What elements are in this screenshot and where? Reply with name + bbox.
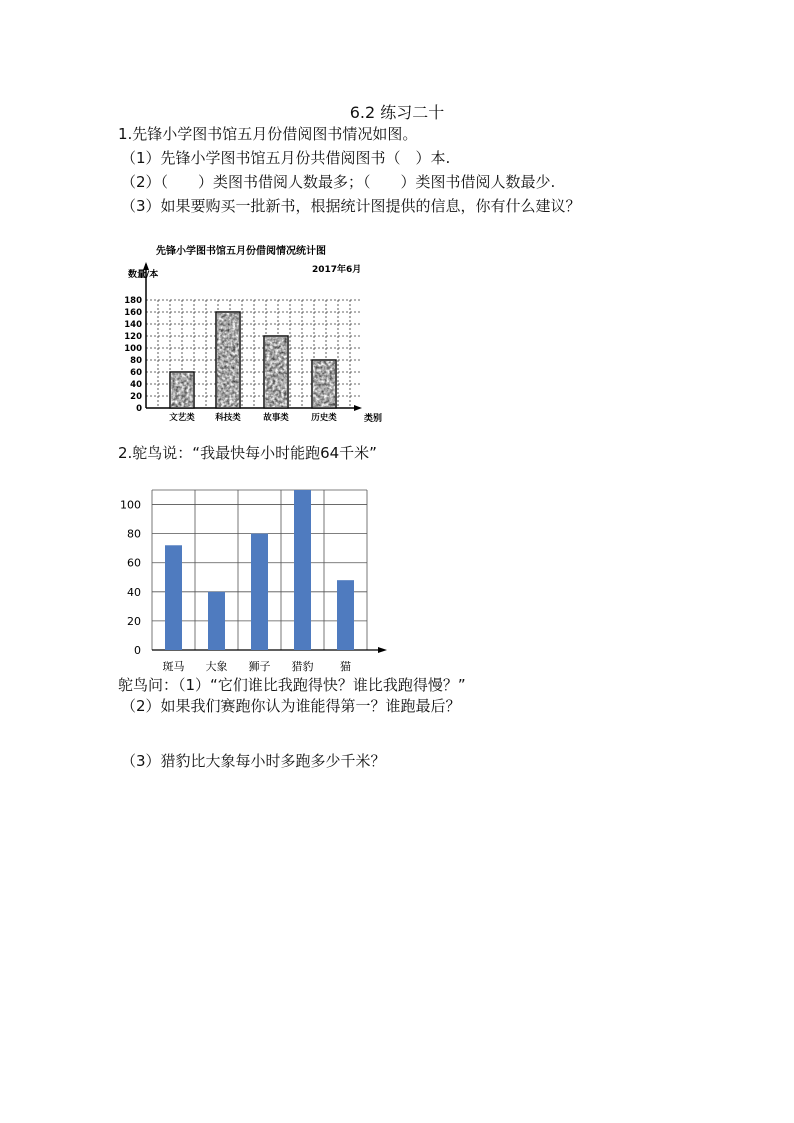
chart1-bar bbox=[265, 337, 287, 407]
q1-sub2: （2）（ ）类图书借阅人数最多；（ ）类图书借阅人数最少. bbox=[121, 173, 556, 191]
q2-ask3: （3）猎豹比大象每小时多跑多少千米？ bbox=[121, 752, 386, 770]
chart1-ytick-label: 140 bbox=[124, 320, 142, 330]
chart1-xtick-label: 科技类 bbox=[215, 413, 241, 423]
chart1-subtitle: 2017年6月 bbox=[312, 265, 362, 275]
q1-heading: 1.先锋小学图书馆五月份借阅图书情况如图。 bbox=[118, 125, 418, 143]
chart1-ylabel: 数量/本 bbox=[128, 270, 159, 280]
chart2-xtick-label: 猎豹 bbox=[291, 660, 314, 673]
q2-heading: 2.鸵鸟说：“我最快每小时能跑64千米” bbox=[118, 444, 377, 462]
chart1-ytick-label: 160 bbox=[124, 308, 142, 318]
chart1-xlabel: 类别 bbox=[364, 414, 383, 424]
chart1-ytick-label: 120 bbox=[124, 332, 142, 342]
chart1-ytick-label: 40 bbox=[130, 380, 142, 390]
q2-ask1: 鸵鸟问：（1）“它们谁比我跑得快？谁比我跑得慢？” bbox=[118, 676, 466, 694]
chart1-ytick-label: 180 bbox=[124, 296, 142, 306]
chart1-ytick-label: 80 bbox=[130, 356, 142, 366]
chart1-bar bbox=[313, 361, 335, 407]
chart2-bar bbox=[208, 592, 225, 650]
q2-ask2: （2）如果我们赛跑你认为谁能得第一？谁跑最后？ bbox=[121, 697, 461, 715]
chart2-xtick-label: 大象 bbox=[205, 660, 228, 673]
chart1-title: 先锋小学图书馆五月份借阅情况统计图 bbox=[156, 246, 326, 257]
chart1-ytick-label: 0 bbox=[136, 404, 142, 414]
chart1-xtick-label: 文艺类 bbox=[169, 413, 195, 423]
chart2-ytick-label: 80 bbox=[127, 527, 141, 541]
chart1-xtick-label: 历史类 bbox=[311, 413, 337, 423]
chart2-bar bbox=[294, 490, 311, 650]
chart2-x-arrow bbox=[378, 647, 387, 653]
chart2-ytick-label: 100 bbox=[120, 498, 141, 512]
chart1-y-arrow bbox=[143, 262, 149, 270]
chart2-ytick-label: 40 bbox=[127, 585, 141, 599]
library-bar-chart bbox=[110, 238, 400, 430]
chart1-bar bbox=[171, 373, 193, 407]
q1-sub1: （1）先锋小学图书馆五月份共借阅图书（ ）本. bbox=[121, 149, 451, 167]
chart1-ytick-label: 60 bbox=[130, 368, 142, 378]
chart2-xtick-label: 猫 bbox=[340, 660, 351, 673]
chart2-bar bbox=[251, 534, 268, 650]
chart1-ytick-label: 100 bbox=[124, 344, 142, 354]
chart2-ytick-label: 20 bbox=[127, 614, 141, 628]
chart2-bar bbox=[337, 580, 354, 650]
chart1-ytick-label: 20 bbox=[130, 392, 142, 402]
chart1-xtick-label: 故事类 bbox=[263, 413, 289, 423]
chart2-ytick-label: 0 bbox=[134, 644, 141, 657]
page-title: 6.2 练习二十 bbox=[349, 103, 445, 122]
chart2-ytick-label: 60 bbox=[127, 556, 141, 570]
chart2-xtick-label: 斑马 bbox=[162, 660, 185, 673]
chart2-bar bbox=[165, 545, 182, 650]
q1-sub3: （3）如果要购买一批新书，根据统计图提供的信息，你有什么建议？ bbox=[121, 197, 581, 215]
speed-bar-chart bbox=[108, 480, 398, 680]
chart1-bar bbox=[217, 313, 239, 407]
chart2-xtick-label: 狮子 bbox=[248, 660, 271, 673]
chart1-x-arrow bbox=[354, 405, 362, 411]
